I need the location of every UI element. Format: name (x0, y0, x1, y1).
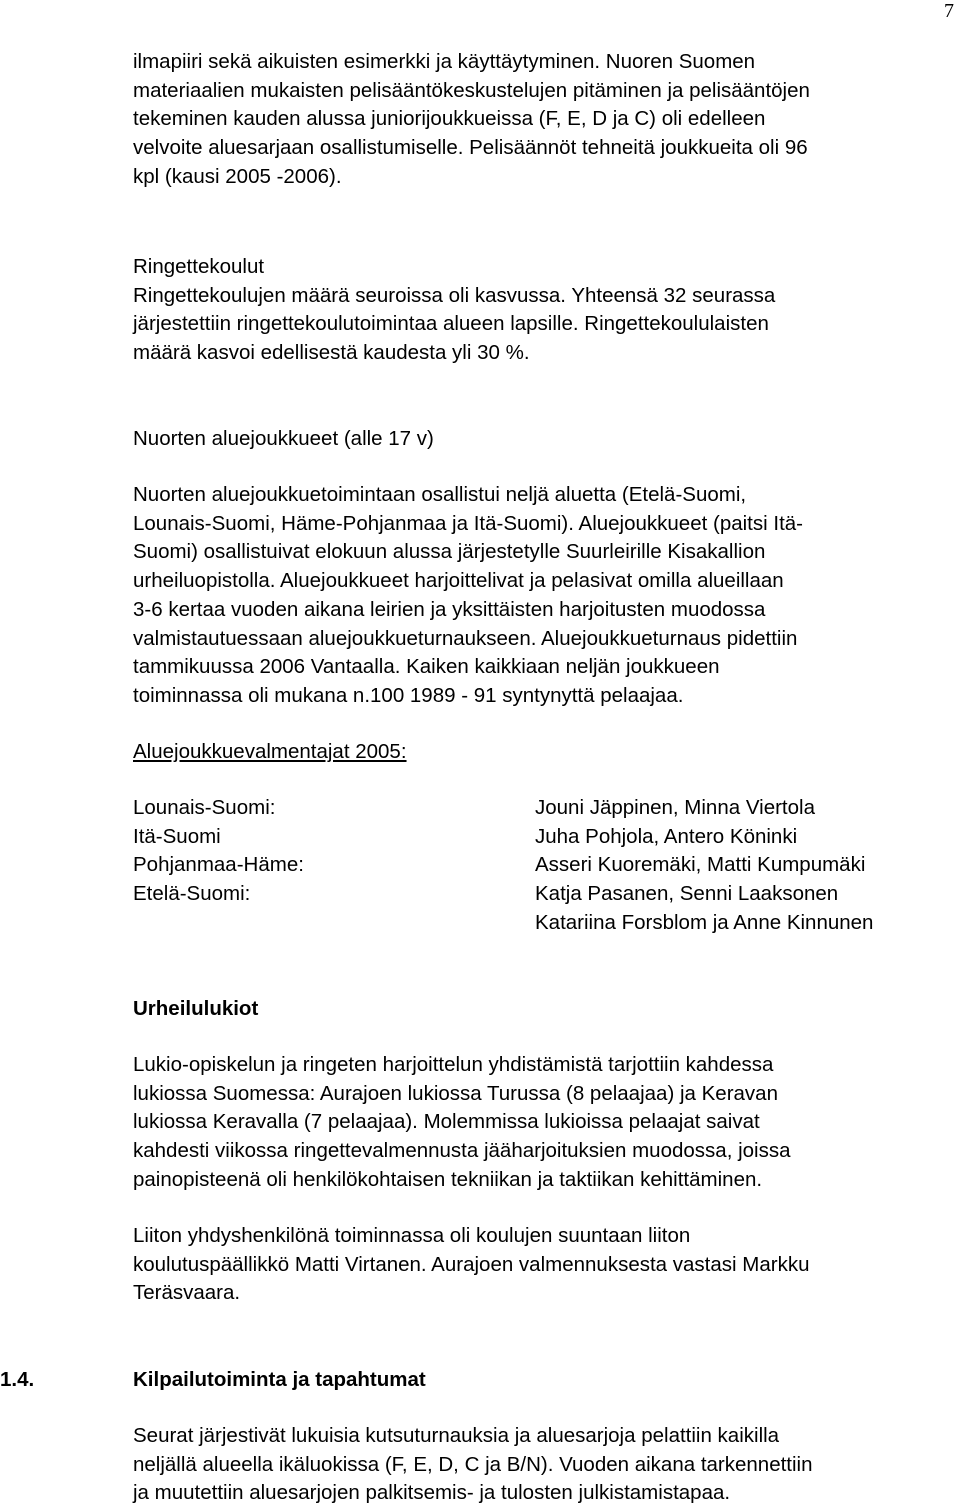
intro-paragraph (133, 48, 810, 192)
coach-list (535, 794, 873, 938)
coach-names: Juha Pohjola, Antero Köninki (535, 824, 798, 848)
section-heading: Urheilulukiot (133, 997, 259, 1020)
section-heading: Ringettekoulut (133, 255, 265, 278)
text-line: Seurat järjestivät lukuisia kutsuturnauksia ja aluesarjoja pelattiin kaikilla (133, 1424, 780, 1447)
section-number: 1.4. (0, 1368, 35, 1391)
aluejoukkueet-heading (133, 425, 434, 454)
text-line: urheiluopistolla. Aluejoukkueet harjoittelivat ja pelasivat omilla alueillaan (133, 569, 784, 593)
text-line: 3-6 kertaa vuoden aikana leirien ja yksittäisten harjoitusten muodossa (133, 597, 766, 621)
text-line: Lukio-opiskelun ja ringeten harjoittelun yhdistämistä tarjottiin kahdessa (133, 1053, 774, 1076)
kilpailutoiminta-heading (133, 1366, 426, 1395)
ringettekoulut-section (133, 253, 775, 368)
text-line: Lounais-Suomi, Häme-Pohjanmaa ja Itä-Suomi). Aluejoukkueet (paitsi Itä- (133, 511, 803, 535)
text-line: toiminnassa oli mukana n.100 1989 - 91 syntynyttä pelaajaa. (133, 683, 684, 707)
text-line: kpl (kausi 2005 -2006). (133, 164, 342, 188)
text-line: ja muutettiin aluesarjojen palkitsemis- ja tulosten julkistamistapaa. (133, 1481, 731, 1505)
urheilulukiot-paragraph-1 (133, 1051, 791, 1195)
coach-names: Jouni Jäppinen, Minna Viertola (535, 796, 815, 819)
text-line: Ringettekoulujen määrä seuroissa oli kasvussa. Yhteensä 32 seurassa (133, 283, 776, 307)
text-line: Nuorten aluejoukkuetoimintaan osallistui neljä aluetta (Etelä-Suomi, (133, 483, 747, 506)
section-heading: Kilpailutoiminta ja tapahtumat (133, 1368, 426, 1391)
region-label: Itä-Suomi (133, 824, 221, 848)
section-heading: Nuorten aluejoukkueet (alle 17 v) (133, 427, 434, 450)
text-line: materiaalien mukaisten pelisääntökeskustelujen pitäminen ja pelisääntöjen (133, 78, 810, 102)
text-line: koulutuspäällikkö Matti Virtanen. Aurajoen valmennuksesta vastasi Markku (133, 1252, 810, 1276)
text-line: järjestettiin ringettekoulutoimintaa alueen lapsille. Ringettekoululaisten (133, 312, 769, 336)
text-line: neljällä alueella ikäluokissa (F, E, D, C ja B/N). Vuoden aikana tarkennettiin (133, 1452, 813, 1476)
urheilulukiot-heading (133, 995, 258, 1024)
text-line: painopisteenä oli henkilökohtaisen tekniikan ja taktiikan kehittäminen. (133, 1167, 763, 1191)
region-label: Pohjanmaa-Häme: (133, 853, 304, 877)
text-line: tekeminen kauden alussa juniorijoukkueissa (F, E, D ja C) oli edelleen (133, 107, 766, 131)
text-line: Liiton yhdyshenkilönä toiminnassa oli koulujen suuntaan liiton (133, 1224, 691, 1247)
coach-names: Katariina Forsblom ja Anne Kinnunen (535, 910, 874, 934)
coach-names: Katja Pasanen, Senni Laaksonen (535, 882, 839, 906)
text-line: Teräsvaara. (133, 1281, 241, 1305)
text-line: tammikuussa 2006 Vantaalla. Kaiken kaikkiaan neljän joukkueen (133, 655, 720, 679)
text-line: lukiossa Suomessa: Aurajoen lukiossa Turussa (8 pelaajaa) ja Keravan (133, 1081, 778, 1105)
text-line: valmistautuessaan aluejoukkueturnaukseen. Aluejoukkueturnaus pidettiin (133, 626, 798, 650)
text-line: Suomi) osallistuivat elokuun alussa järjestetylle Suurleirille Kisakallion (133, 540, 766, 564)
coach-names: Asseri Kuoremäki, Matti Kumpumäki (535, 853, 866, 877)
underlined-heading: Aluejoukkuevalmentajat 2005: (133, 740, 407, 763)
valmentajat-heading (133, 738, 407, 767)
page-number: 7 (944, 0, 954, 22)
text-line: ilmapiiri sekä aikuisten esimerkki ja käyttäytyminen. Nuoren Suomen (133, 50, 756, 73)
region-label: Etelä-Suomi: (133, 882, 251, 906)
region-label: Lounais-Suomi: (133, 796, 276, 819)
region-list (133, 794, 304, 909)
text-line: velvoite aluesarjaan osallistumiselle. Pelisäännöt tehneitä joukkueita oli 96 (133, 136, 808, 160)
text-line: kahdesti viikossa ringettevalmennusta jääharjoituksien muodossa, joissa (133, 1139, 791, 1163)
text-line: määrä kasvoi edellisestä kaudesta yli 30 %. (133, 341, 530, 365)
kilpailutoiminta-paragraph (133, 1422, 813, 1508)
aluejoukkueet-paragraph (133, 481, 803, 711)
urheilulukiot-paragraph-2 (133, 1222, 809, 1308)
text-line: lukiossa Keravalla (7 pelaajaa). Molemmissa lukioissa pelaajat saivat (133, 1110, 760, 1134)
